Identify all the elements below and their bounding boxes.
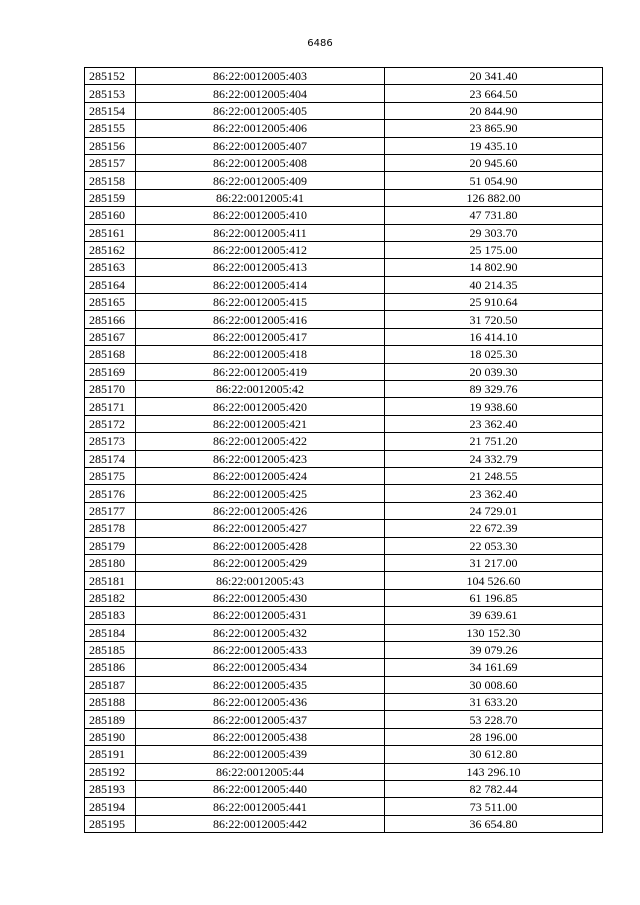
cadastral-number-cell: 86:22:0012005:409 (136, 172, 385, 189)
row-number-cell: 285158 (85, 172, 136, 189)
value-cell: 40 214.35 (385, 276, 603, 293)
row-number-cell: 285180 (85, 554, 136, 571)
row-number-cell: 285167 (85, 328, 136, 345)
value-cell: 47 731.80 (385, 207, 603, 224)
cadastral-number-cell: 86:22:0012005:411 (136, 224, 385, 241)
value-cell: 20 844.90 (385, 102, 603, 119)
value-cell: 23 362.40 (385, 485, 603, 502)
table-row (85, 189, 603, 206)
table-row (85, 415, 603, 432)
value-cell: 20 039.30 (385, 363, 603, 380)
cadastral-number-cell: 86:22:0012005:408 (136, 154, 385, 171)
row-number-cell: 285171 (85, 398, 136, 415)
table-row (85, 241, 603, 258)
table-row (85, 659, 603, 676)
value-cell: 31 720.50 (385, 311, 603, 328)
cadastral-number-cell: 86:22:0012005:42 (136, 381, 385, 398)
table-row (85, 467, 603, 484)
registry-table (84, 67, 603, 833)
registry-table-body (85, 68, 603, 833)
row-number-cell: 285190 (85, 728, 136, 745)
value-cell: 28 196.00 (385, 728, 603, 745)
table-row (85, 311, 603, 328)
value-cell: 19 435.10 (385, 137, 603, 154)
table-row (85, 207, 603, 224)
row-number-cell: 285178 (85, 520, 136, 537)
row-number-cell: 285170 (85, 381, 136, 398)
value-cell: 25 175.00 (385, 241, 603, 258)
row-number-cell: 285163 (85, 259, 136, 276)
table-row (85, 154, 603, 171)
cadastral-number-cell: 86:22:0012005:420 (136, 398, 385, 415)
cadastral-number-cell: 86:22:0012005:441 (136, 798, 385, 815)
row-number-cell: 285185 (85, 641, 136, 658)
value-cell: 31 633.20 (385, 694, 603, 711)
row-number-cell: 285172 (85, 415, 136, 432)
table-row (85, 137, 603, 154)
value-cell: 24 332.79 (385, 450, 603, 467)
row-number-cell: 285194 (85, 798, 136, 815)
table-row (85, 172, 603, 189)
value-cell: 29 303.70 (385, 224, 603, 241)
table-row (85, 641, 603, 658)
table-row (85, 676, 603, 693)
cadastral-number-cell: 86:22:0012005:41 (136, 189, 385, 206)
row-number-cell: 285189 (85, 711, 136, 728)
value-cell: 21 248.55 (385, 467, 603, 484)
cadastral-number-cell: 86:22:0012005:43 (136, 572, 385, 589)
value-cell: 36 654.80 (385, 815, 603, 832)
cadastral-number-cell: 86:22:0012005:419 (136, 363, 385, 380)
row-number-cell: 285168 (85, 346, 136, 363)
table-row (85, 711, 603, 728)
value-cell: 143 296.10 (385, 763, 603, 780)
row-number-cell: 285164 (85, 276, 136, 293)
table-row (85, 450, 603, 467)
value-cell: 16 414.10 (385, 328, 603, 345)
value-cell: 31 217.00 (385, 554, 603, 571)
table-row (85, 381, 603, 398)
table-row (85, 346, 603, 363)
table-row (85, 554, 603, 571)
value-cell: 20 341.40 (385, 68, 603, 85)
cadastral-number-cell: 86:22:0012005:410 (136, 207, 385, 224)
row-number-cell: 285169 (85, 363, 136, 380)
value-cell: 22 053.30 (385, 537, 603, 554)
cadastral-number-cell: 86:22:0012005:439 (136, 746, 385, 763)
value-cell: 34 161.69 (385, 659, 603, 676)
row-number-cell: 285188 (85, 694, 136, 711)
cadastral-number-cell: 86:22:0012005:416 (136, 311, 385, 328)
row-number-cell: 285176 (85, 485, 136, 502)
row-number-cell: 285183 (85, 607, 136, 624)
row-number-cell: 285184 (85, 624, 136, 641)
value-cell: 14 802.90 (385, 259, 603, 276)
cadastral-number-cell: 86:22:0012005:430 (136, 589, 385, 606)
row-number-cell: 285181 (85, 572, 136, 589)
value-cell: 39 639.61 (385, 607, 603, 624)
table-row (85, 728, 603, 745)
cadastral-number-cell: 86:22:0012005:405 (136, 102, 385, 119)
row-number-cell: 285155 (85, 120, 136, 137)
cadastral-number-cell: 86:22:0012005:427 (136, 520, 385, 537)
table-row (85, 746, 603, 763)
value-cell: 53 228.70 (385, 711, 603, 728)
value-cell: 51 054.90 (385, 172, 603, 189)
cadastral-number-cell: 86:22:0012005:407 (136, 137, 385, 154)
row-number-cell: 285174 (85, 450, 136, 467)
cadastral-number-cell: 86:22:0012005:413 (136, 259, 385, 276)
table-row (85, 537, 603, 554)
cadastral-number-cell: 86:22:0012005:417 (136, 328, 385, 345)
value-cell: 23 362.40 (385, 415, 603, 432)
table-row (85, 502, 603, 519)
cadastral-number-cell: 86:22:0012005:431 (136, 607, 385, 624)
cadastral-number-cell: 86:22:0012005:436 (136, 694, 385, 711)
cadastral-number-cell: 86:22:0012005:403 (136, 68, 385, 85)
table-row (85, 328, 603, 345)
row-number-cell: 285166 (85, 311, 136, 328)
value-cell: 126 882.00 (385, 189, 603, 206)
page-number: 6486 (307, 38, 333, 49)
row-number-cell: 285173 (85, 433, 136, 450)
table-row (85, 763, 603, 780)
row-number-cell: 285175 (85, 467, 136, 484)
row-number-cell: 285177 (85, 502, 136, 519)
value-cell: 89 329.76 (385, 381, 603, 398)
table-row (85, 68, 603, 85)
cadastral-number-cell: 86:22:0012005:406 (136, 120, 385, 137)
cadastral-number-cell: 86:22:0012005:428 (136, 537, 385, 554)
cadastral-number-cell: 86:22:0012005:423 (136, 450, 385, 467)
table-row (85, 607, 603, 624)
cadastral-number-cell: 86:22:0012005:412 (136, 241, 385, 258)
table-row (85, 572, 603, 589)
value-cell: 73 511.00 (385, 798, 603, 815)
table-row (85, 276, 603, 293)
value-cell: 130 152.30 (385, 624, 603, 641)
row-number-cell: 285152 (85, 68, 136, 85)
table-row (85, 294, 603, 311)
cadastral-number-cell: 86:22:0012005:429 (136, 554, 385, 571)
cadastral-number-cell: 86:22:0012005:44 (136, 763, 385, 780)
value-cell: 21 751.20 (385, 433, 603, 450)
cadastral-number-cell: 86:22:0012005:404 (136, 85, 385, 102)
value-cell: 20 945.60 (385, 154, 603, 171)
cadastral-number-cell: 86:22:0012005:440 (136, 781, 385, 798)
row-number-cell: 285182 (85, 589, 136, 606)
row-number-cell: 285161 (85, 224, 136, 241)
value-cell: 30 008.60 (385, 676, 603, 693)
row-number-cell: 285193 (85, 781, 136, 798)
table-row (85, 85, 603, 102)
table-row (85, 694, 603, 711)
cadastral-number-cell: 86:22:0012005:414 (136, 276, 385, 293)
table-row (85, 363, 603, 380)
value-cell: 30 612.80 (385, 746, 603, 763)
row-number-cell: 285195 (85, 815, 136, 832)
cadastral-number-cell: 86:22:0012005:424 (136, 467, 385, 484)
cadastral-number-cell: 86:22:0012005:426 (136, 502, 385, 519)
cadastral-number-cell: 86:22:0012005:435 (136, 676, 385, 693)
row-number-cell: 285165 (85, 294, 136, 311)
row-number-cell: 285157 (85, 154, 136, 171)
row-number-cell: 285162 (85, 241, 136, 258)
cadastral-number-cell: 86:22:0012005:433 (136, 641, 385, 658)
table-row (85, 781, 603, 798)
value-cell: 18 025.30 (385, 346, 603, 363)
table-row (85, 398, 603, 415)
value-cell: 25 910.64 (385, 294, 603, 311)
table-row (85, 224, 603, 241)
value-cell: 82 782.44 (385, 781, 603, 798)
row-number-cell: 285186 (85, 659, 136, 676)
table-row (85, 520, 603, 537)
row-number-cell: 285156 (85, 137, 136, 154)
table-row (85, 259, 603, 276)
table-row (85, 433, 603, 450)
cadastral-number-cell: 86:22:0012005:442 (136, 815, 385, 832)
table-row (85, 102, 603, 119)
table-row (85, 798, 603, 815)
value-cell: 61 196.85 (385, 589, 603, 606)
cadastral-number-cell: 86:22:0012005:425 (136, 485, 385, 502)
cadastral-number-cell: 86:22:0012005:422 (136, 433, 385, 450)
value-cell: 24 729.01 (385, 502, 603, 519)
cadastral-number-cell: 86:22:0012005:418 (136, 346, 385, 363)
value-cell: 39 079.26 (385, 641, 603, 658)
row-number-cell: 285154 (85, 102, 136, 119)
value-cell: 23 664.50 (385, 85, 603, 102)
cadastral-number-cell: 86:22:0012005:438 (136, 728, 385, 745)
row-number-cell: 285187 (85, 676, 136, 693)
row-number-cell: 285153 (85, 85, 136, 102)
table-row (85, 589, 603, 606)
row-number-cell: 285159 (85, 189, 136, 206)
row-number-cell: 285191 (85, 746, 136, 763)
table-row (85, 815, 603, 832)
cadastral-number-cell: 86:22:0012005:432 (136, 624, 385, 641)
value-cell: 104 526.60 (385, 572, 603, 589)
cadastral-number-cell: 86:22:0012005:415 (136, 294, 385, 311)
cadastral-number-cell: 86:22:0012005:421 (136, 415, 385, 432)
row-number-cell: 285179 (85, 537, 136, 554)
value-cell: 23 865.90 (385, 120, 603, 137)
cadastral-number-cell: 86:22:0012005:437 (136, 711, 385, 728)
table-row (85, 485, 603, 502)
value-cell: 22 672.39 (385, 520, 603, 537)
value-cell: 19 938.60 (385, 398, 603, 415)
row-number-cell: 285192 (85, 763, 136, 780)
table-row (85, 624, 603, 641)
cadastral-number-cell: 86:22:0012005:434 (136, 659, 385, 676)
table-row (85, 120, 603, 137)
row-number-cell: 285160 (85, 207, 136, 224)
